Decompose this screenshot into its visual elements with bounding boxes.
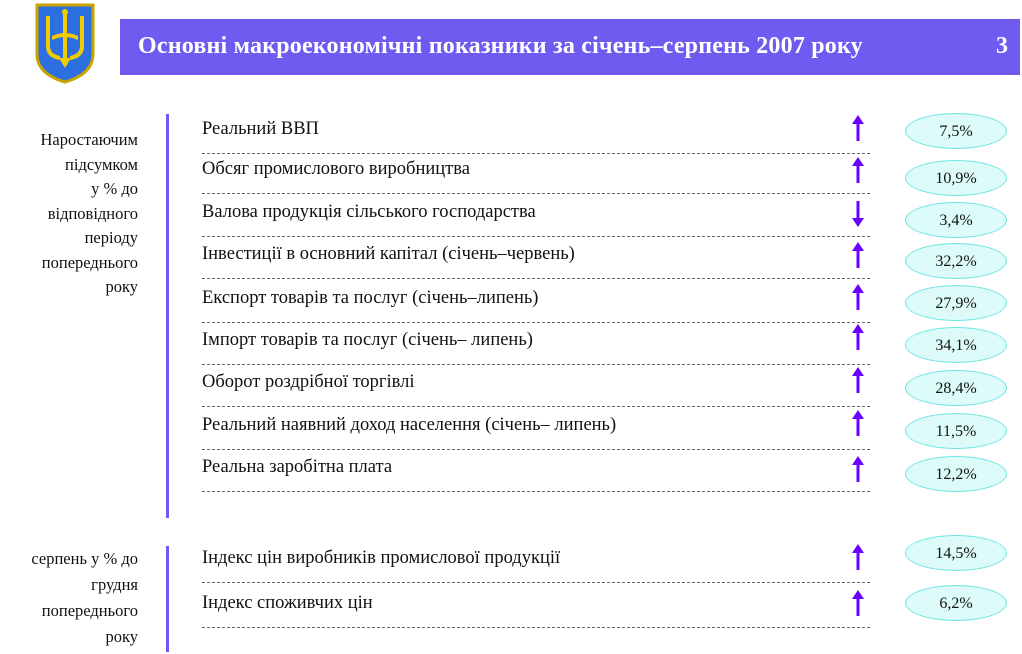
arrow-up-icon	[851, 242, 865, 268]
value-badge: 14,5%	[905, 535, 1007, 571]
indicator-row	[202, 415, 870, 455]
section1-side-label	[41, 128, 138, 300]
value-badge: 28,4%	[905, 370, 1007, 406]
side-label-line: попереднього	[41, 252, 138, 272]
value-badge: 6,2%	[905, 585, 1007, 621]
value-badge: 32,2%	[905, 243, 1007, 279]
value-badge: 12,2%	[905, 456, 1007, 492]
coat-of-arms-icon	[34, 2, 96, 84]
indicator-row	[202, 119, 870, 159]
indicator-label: Валова продукція сільського господарства	[202, 202, 536, 222]
indicator-row	[202, 330, 870, 370]
row-separator	[202, 449, 870, 450]
section2-divider	[166, 546, 169, 652]
indicator-row	[202, 593, 870, 633]
indicator-label: Імпорт товарів та послуг (січень– липень)	[202, 330, 533, 350]
side-label-line: попереднього	[41, 601, 138, 620]
indicator-row	[202, 372, 870, 412]
side-label-line: року	[105, 627, 138, 646]
row-separator	[202, 491, 870, 492]
value-badge: 10,9%	[905, 160, 1007, 196]
indicator-label: Обсяг промислового виробництва	[202, 159, 470, 179]
indicator-row	[202, 548, 870, 588]
page-number: 3	[996, 33, 1008, 59]
value-badge: 11,5%	[905, 413, 1007, 449]
value-badge: 7,5%	[905, 113, 1007, 149]
indicator-row	[202, 457, 870, 497]
row-separator	[202, 582, 870, 583]
arrow-up-icon	[851, 456, 865, 482]
indicator-label: Індекс цін виробників промислової продукції	[202, 548, 561, 568]
arrow-up-icon	[851, 410, 865, 436]
arrow-down-icon	[851, 201, 865, 227]
side-label-line: року	[105, 277, 138, 296]
row-separator	[202, 627, 870, 628]
indicator-row	[202, 159, 870, 199]
arrow-up-icon	[851, 367, 865, 393]
side-label-line: серпень у % до	[31, 549, 138, 568]
indicator-label: Оборот роздрібної торгівлі	[202, 372, 415, 392]
arrow-up-icon	[851, 324, 865, 350]
row-separator	[202, 278, 870, 279]
section1-divider	[166, 114, 169, 518]
row-separator	[202, 236, 870, 237]
arrow-up-icon	[851, 157, 865, 183]
value-badge: 34,1%	[905, 327, 1007, 363]
row-separator	[202, 406, 870, 407]
side-label-line: відповідного	[47, 203, 138, 223]
value-badge: 27,9%	[905, 285, 1007, 321]
side-label-line: підсумком	[65, 154, 138, 174]
row-separator	[202, 364, 870, 365]
arrow-up-icon	[851, 284, 865, 310]
row-separator	[202, 153, 870, 154]
indicator-row	[202, 244, 870, 284]
indicator-label: Інвестиції в основний капітал (січень–червень)	[202, 244, 575, 264]
indicator-row	[202, 288, 870, 328]
section2-side-label	[31, 546, 138, 650]
indicator-row	[202, 202, 870, 242]
side-label-line: Наростаючим	[40, 130, 138, 149]
indicator-label: Реальний наявний доход населення (січень– липень)	[202, 415, 617, 435]
side-label-line: періоду	[84, 228, 138, 247]
side-label-line: грудня	[91, 575, 138, 594]
arrow-up-icon	[851, 590, 865, 616]
row-separator	[202, 193, 870, 194]
indicator-label: Індекс споживчих цін	[202, 593, 373, 613]
indicator-label: Експорт товарів та послуг (січень–липень)	[202, 288, 539, 308]
page-title: Основні макроекономічні показники за січень–серпень 2007 року	[138, 33, 863, 59]
side-label-line: у % до	[91, 179, 138, 198]
value-badge: 3,4%	[905, 202, 1007, 238]
indicator-label: Реальний ВВП	[202, 119, 319, 139]
title-bar	[120, 19, 1020, 75]
arrow-up-icon	[851, 115, 865, 141]
row-separator	[202, 322, 870, 323]
indicator-label: Реальна заробітна плата	[202, 457, 393, 477]
arrow-up-icon	[851, 544, 865, 570]
